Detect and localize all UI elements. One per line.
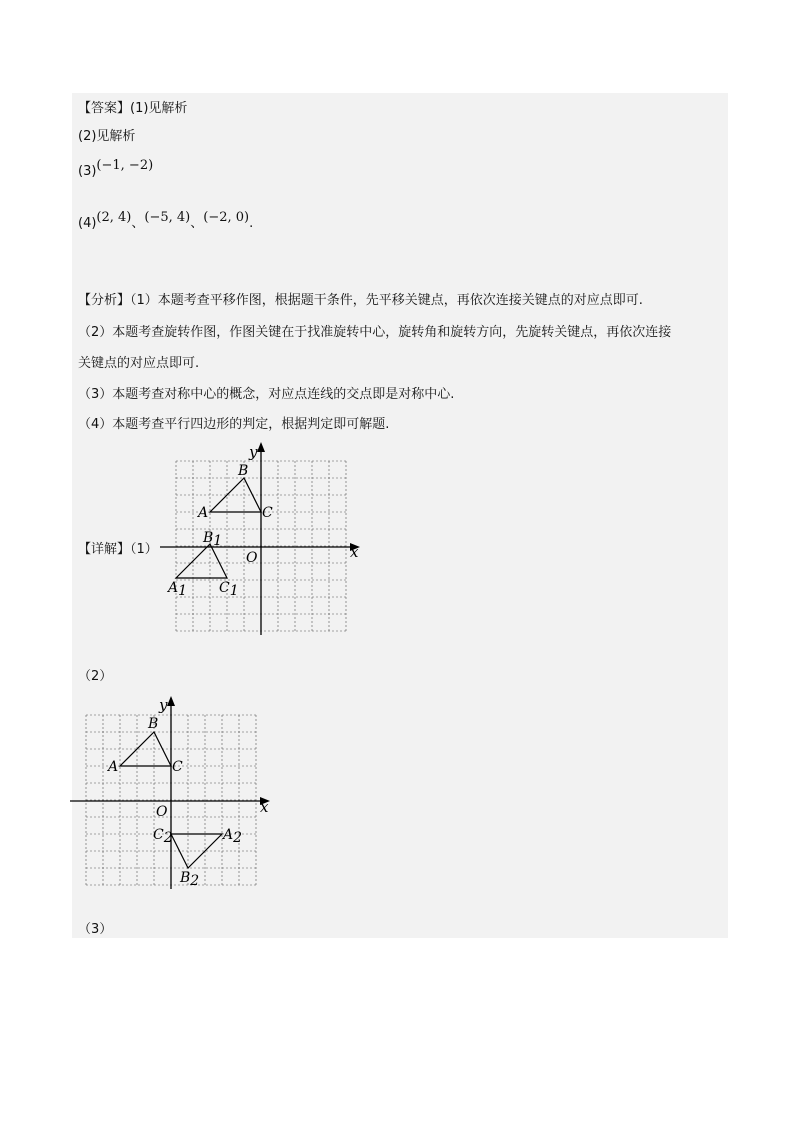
- answer-label: 【答案】: [78, 101, 131, 116]
- point-c2-label: C2: [153, 827, 173, 846]
- detail-line-1: [78, 541, 158, 559]
- analysis-l1: （1）本题考查平移作图，根据题干条件，先平移关键点，再依次连接关键点的对应点即可.: [130, 293, 643, 308]
- answer-p4-m3: (−2, 0): [203, 210, 250, 225]
- analysis-line-5: [78, 416, 389, 434]
- point-a1-label: A1: [168, 580, 188, 599]
- point-a2-label: A2: [223, 827, 243, 846]
- detail-line-2: [78, 668, 112, 686]
- point-b1-label: B1: [203, 530, 223, 549]
- answer-line-1: [78, 100, 187, 118]
- detail-p3: （3）: [78, 922, 113, 937]
- triangle-a1b1c1: [176, 544, 227, 578]
- analysis-line-4: [78, 386, 454, 404]
- detail-p2: （2）: [78, 669, 113, 684]
- origin-label: O: [156, 804, 168, 820]
- analysis-l5: （4）本题考查平行四边形的判定，根据判定即可解题.: [78, 417, 390, 432]
- origin-label: O: [246, 550, 258, 566]
- answer-p4-m1: (2, 4): [96, 210, 132, 225]
- x-axis-label: x: [260, 798, 269, 816]
- analysis-line-3: [78, 355, 199, 373]
- point-a-label: A: [198, 505, 209, 521]
- detail-line-3: [78, 921, 112, 939]
- analysis-line-2: [78, 324, 671, 342]
- point-b2-label: B2: [180, 870, 200, 889]
- detail-label: 【详解】: [78, 542, 131, 557]
- point-b-label: B: [148, 716, 159, 732]
- answer-sep1: 、: [131, 216, 145, 231]
- answer-p3-math: (−1, −2): [96, 158, 154, 173]
- x-axis-label: x: [350, 543, 359, 561]
- analysis-l2: （2）本题考查旋转作图，作图关键在于找准旋转中心，旋转角和旋转方向，先旋转关键点，再依次连接: [78, 325, 672, 340]
- point-c1-label: C1: [219, 580, 239, 599]
- answer-line-2: [78, 128, 135, 146]
- detail-p1: （1）: [130, 542, 158, 557]
- point-b-label: B: [238, 463, 249, 479]
- answer-line-4: [78, 209, 254, 231]
- analysis-label: 【分析】: [78, 293, 131, 308]
- y-axis-label: y: [249, 443, 258, 461]
- y-axis-label: y: [159, 696, 168, 714]
- answer-p3-num: (3): [78, 164, 97, 179]
- answer-p4-num: (4): [78, 216, 97, 231]
- analysis-l4: （3）本题考查对称中心的概念，对应点连线的交点即是对称中心.: [78, 387, 455, 402]
- analysis-l3: 关键点的对应点即可.: [78, 356, 200, 371]
- answer-line-3: [78, 157, 154, 179]
- analysis-line-1: [78, 292, 643, 310]
- answer-p4-m2: (−5, 4): [144, 210, 191, 225]
- answer-sep2: 、: [190, 216, 204, 231]
- point-c-label: C: [262, 505, 273, 521]
- figure-2-rotation-grid: [70, 692, 280, 892]
- answer-end: .: [249, 216, 254, 231]
- point-a-label: A: [108, 759, 119, 775]
- point-c-label: C: [172, 759, 183, 775]
- answer-p1: (1)见解析: [130, 101, 188, 116]
- figure-1-translation-grid: [160, 440, 370, 640]
- answer-p2: (2)见解析: [78, 129, 136, 144]
